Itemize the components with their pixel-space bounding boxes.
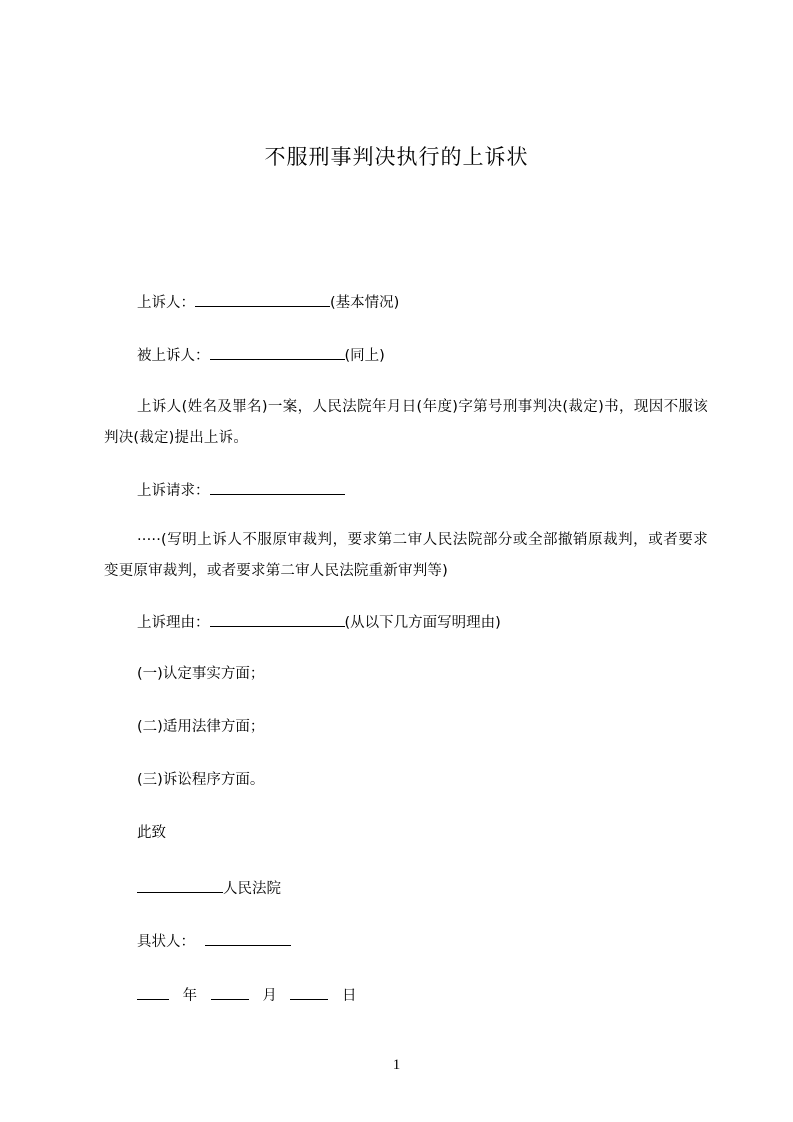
appellant-blank (195, 291, 330, 307)
reason-item-2: (二)适用法律方面； (137, 719, 265, 735)
signer-label: 具状人： (137, 934, 195, 950)
day-label: 日 (342, 988, 357, 1004)
appellee-line (137, 344, 385, 366)
request-blank (210, 479, 345, 495)
appellant-label: 上诉人： (137, 295, 195, 311)
document-title: 不服刑事判决执行的上诉状 (264, 145, 529, 169)
page-number: 1 (392, 1057, 401, 1073)
month-blank (211, 984, 249, 1000)
court-suffix: 人民法院 (223, 881, 281, 897)
date-line (137, 984, 357, 1006)
court-blank (137, 877, 223, 893)
reason-line (137, 611, 501, 633)
signer-line (137, 930, 291, 952)
day-blank (290, 984, 328, 1000)
request-label: 上诉请求： (137, 483, 210, 499)
reason-item-3: (三)诉讼程序方面。 (137, 772, 265, 788)
month-label: 月 (262, 988, 277, 1004)
reason-item-1: (一)认定事实方面； (137, 666, 265, 682)
reason-label: 上诉理由： (137, 615, 210, 631)
court-line (137, 877, 281, 899)
salutation: 此致 (137, 825, 166, 841)
year-blank (137, 984, 169, 1000)
signer-blank (205, 930, 291, 946)
reason-note: (从以下几方面写明理由) (344, 615, 501, 631)
request-line (137, 479, 345, 501)
appellee-label: 被上诉人： (137, 348, 210, 364)
appellee-blank (210, 344, 345, 360)
reason-blank (210, 611, 345, 627)
intro-paragraph: 上诉人(姓名及罪名)一案，人民法院年月日(年度)字第号刑事判决(裁定)书，现因不服该判决(裁定)提出上诉。 (104, 399, 708, 446)
appellant-note: (基本情况) (330, 295, 400, 311)
year-label: 年 (182, 988, 198, 1004)
appellant-line (137, 291, 399, 313)
appellee-note: (同上) (344, 348, 385, 364)
request-paragraph: ·····(写明上诉人不服原审裁判，要求第二审人民法院部分或全部撤销原裁判，或者要求变更原审裁判，或者要求第二审人民法院重新审判等) (104, 532, 708, 579)
